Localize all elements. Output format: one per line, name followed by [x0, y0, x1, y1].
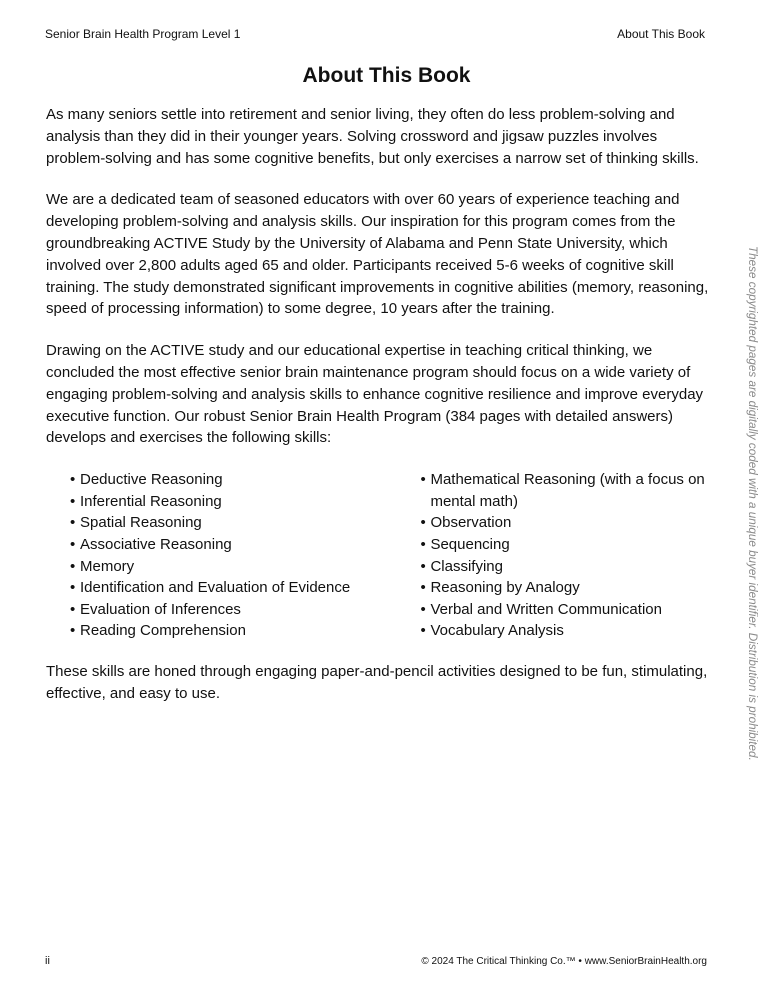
list-item [70, 469, 420, 491]
list-item [420, 599, 710, 621]
bullet-icon: • [420, 557, 426, 575]
skill-label: Memory [80, 557, 135, 575]
running-header-title: Senior Brain Health Program Level 1 [45, 27, 241, 41]
copyright-side-note: These copyrighted pages are digitally coded with a unique buyer identifier. Distribution is prohibited. [746, 246, 759, 761]
bullet-icon: • [420, 579, 426, 597]
list-item [420, 620, 710, 642]
list-item [420, 512, 710, 534]
skill-label: Inferential Reasoning [80, 492, 222, 510]
bullet-icon: • [70, 514, 76, 532]
list-item [70, 599, 420, 621]
main-content [46, 104, 710, 725]
skill-label: Evaluation of Inferences [80, 600, 241, 618]
list-item [420, 556, 710, 578]
skill-label: Classifying [430, 557, 503, 575]
list-item [70, 556, 420, 578]
skill-label: Verbal and Written Communication [430, 600, 662, 618]
page-title: About This Book [302, 64, 471, 87]
bullet-icon: • [70, 535, 76, 553]
intro-paragraph: As many seniors settle into retirement and senior living, they often do less problem-solving and analysis than they did in their younger years. Solving crossword and jigsaw puzzles involves problem-solving and has some cognitive benefits, but only exercises a narrow set of thinking skills. [46, 106, 699, 167]
program-paragraph: Drawing on the ACTIVE study and our educational expertise in teaching critical thinking, we concluded the most effective senior brain maintenance program should focus on a wide variety of engaging problem-solving and analysis skills to enhance cognitive resilience and improve everyday executive function. Our robust Senior Brain Health Program (384 pages with detailed answers) develops and exercises the following skills: [46, 342, 704, 447]
footer-copyright: © 2024 The Critical Thinking Co.™ • www.SeniorBrainHealth.org [421, 956, 707, 967]
skills-column-right [420, 469, 710, 642]
skill-label: Deductive Reasoning [80, 471, 223, 489]
bullet-icon: • [70, 557, 76, 575]
skill-label: Reasoning by Analogy [430, 579, 580, 597]
list-item [70, 512, 420, 534]
skills-list [46, 469, 710, 642]
bullet-icon: • [70, 579, 76, 597]
list-item [70, 534, 420, 556]
skill-label: Mathematical Reasoning (with a focus on mental math) [430, 471, 705, 510]
bullet-icon: • [420, 622, 426, 640]
list-item [70, 620, 420, 642]
bullet-icon: • [70, 492, 76, 510]
bullet-icon: • [70, 600, 76, 618]
bullet-icon: • [70, 622, 76, 640]
skill-label: Observation [430, 514, 512, 532]
bullet-icon: • [420, 471, 426, 489]
skills-column-left [46, 469, 420, 642]
bullet-icon: • [420, 600, 426, 618]
skill-label: Associative Reasoning [80, 535, 232, 553]
page-number: ii [45, 955, 50, 967]
bullet-icon: • [420, 514, 426, 532]
team-paragraph: We are a dedicated team of seasoned educators with over 60 years of experience teaching and developing problem-solving and analysis skills. Our inspiration for this program comes from the groundbreaking ACTIVE Study by the University of Alabama and Penn State University, which involved over 2,800 adults aged 65 and older. Participants received 5-6 weeks of cognitive skill training. The study demonstrated significant improvements in cognitive abilities (memory, reasoning, speed of processing information) to some degree, 10 years after the training. [46, 191, 709, 318]
skill-label: Spatial Reasoning [80, 514, 202, 532]
bullet-icon: • [420, 535, 426, 553]
skill-label: Reading Comprehension [80, 622, 246, 640]
list-item [420, 534, 710, 556]
list-item [420, 469, 710, 512]
closing-paragraph: These skills are honed through engaging paper-and-pencil activities designed to be fun, stimulating, effective, and easy to use. [46, 662, 708, 702]
running-header-section: About This Book [617, 27, 705, 41]
skill-label: Sequencing [430, 535, 510, 553]
list-item [70, 491, 420, 513]
list-item [420, 577, 710, 599]
skill-label: Vocabulary Analysis [430, 622, 564, 640]
bullet-icon: • [70, 471, 76, 489]
list-item [70, 577, 420, 599]
skill-label: Identification and Evaluation of Evidence [80, 579, 351, 597]
